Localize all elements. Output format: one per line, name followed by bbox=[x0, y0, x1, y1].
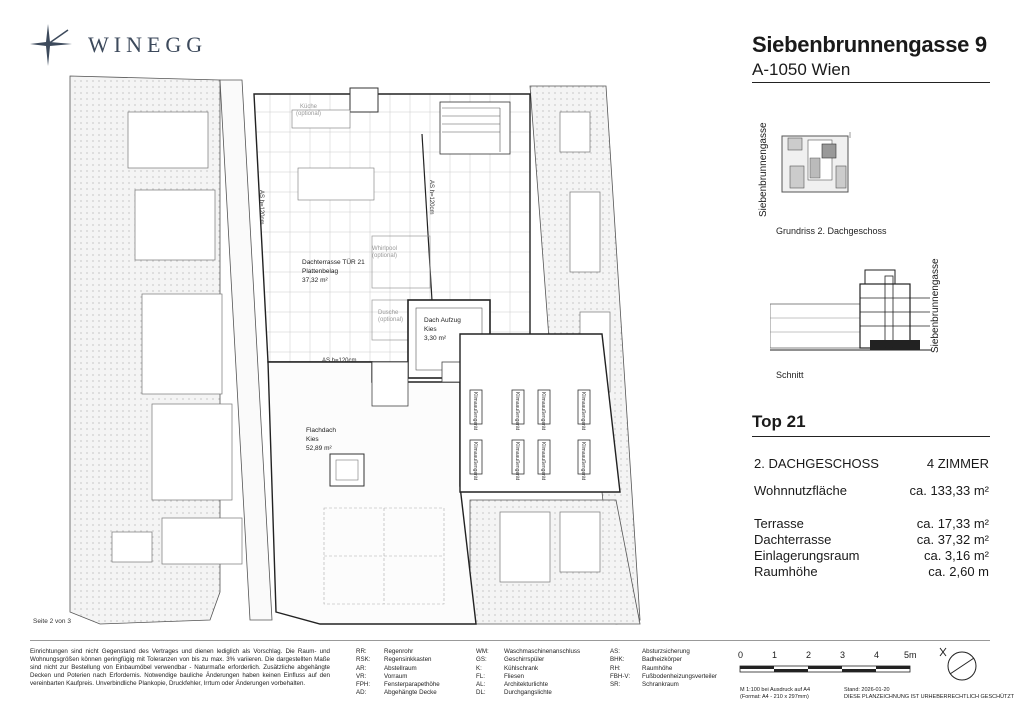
plan-label-as-1: AS h=120cm bbox=[258, 190, 264, 225]
scale-note-1: M 1:100 bei Ausdruck auf A4 bbox=[740, 687, 811, 693]
abbr-row: FL: Fliesen bbox=[476, 672, 524, 680]
plan-label-klima: Klimaaußengerät bbox=[514, 442, 520, 481]
scale-tick-label: 2 bbox=[806, 650, 812, 660]
minimap-schnitt-street: Siebenbrunnengasse bbox=[930, 258, 941, 353]
unit-row-value: ca. 133,33 m² bbox=[909, 483, 989, 498]
scale-tick-label: 1 bbox=[772, 650, 778, 660]
plan-label-klima: Klimaaußengerät bbox=[472, 392, 478, 431]
abbr-row: DL: Durchgangslichte bbox=[476, 689, 552, 697]
plan-text: Dusche bbox=[378, 310, 399, 316]
abbr-row: RSK: Regensinkkasten bbox=[356, 656, 432, 664]
unit-row-dachterrasse bbox=[754, 532, 989, 547]
copyright-notice: DIESE PLANZEICHNUNG IST URHEBERRECHTLICH GESCHÜTZT bbox=[844, 694, 1015, 700]
abbr-row: GS: Geschirrspüler bbox=[476, 656, 545, 664]
unit-row-terrasse bbox=[754, 516, 989, 531]
unit-row-value: ca. 37,32 m² bbox=[916, 532, 989, 547]
abbreviations-col-3 bbox=[610, 648, 717, 689]
header-divider bbox=[752, 82, 990, 83]
plan-text: (optional) bbox=[372, 253, 398, 259]
plan-label-whirlpool bbox=[372, 246, 397, 260]
abbr-row: VR: Vorraum bbox=[356, 672, 408, 680]
plan-label-kueche bbox=[296, 104, 321, 118]
plan-label-klima: Klimaaußengerät bbox=[540, 442, 546, 481]
minimap-schnitt-caption: Schnitt bbox=[776, 370, 804, 380]
abbr-row: FBH-V: Fußbodenheizungsverteiler bbox=[610, 672, 717, 680]
minimap-grundriss-caption: Grundriss 2. Dachgeschoss bbox=[776, 226, 887, 236]
abbreviations-col-2 bbox=[476, 648, 580, 698]
minimap-grundriss-street: Siebenbrunnengasse bbox=[758, 122, 769, 217]
abbreviations-col-1 bbox=[356, 648, 440, 698]
scale-bar bbox=[738, 650, 928, 690]
unit-row-einlagerungsraum bbox=[754, 548, 989, 563]
scale-tick-label: 5m bbox=[904, 650, 917, 660]
plan-label-aufzug bbox=[424, 316, 461, 343]
floor-plan bbox=[30, 72, 670, 632]
scale-tick-label: 4 bbox=[874, 650, 880, 660]
plan-label-dusche bbox=[378, 310, 403, 324]
unit-row-label: Wohnnutzfläche bbox=[754, 483, 847, 498]
unit-row-value: ca. 17,33 m² bbox=[916, 516, 989, 531]
minimap-schnitt bbox=[770, 262, 935, 357]
unit-rooms: 4 ZIMMER bbox=[926, 456, 989, 471]
address-street: Siebenbrunnengasse 9 bbox=[752, 32, 987, 57]
plan-label-as-3: AS h=120cm bbox=[322, 358, 357, 364]
minimap-grundriss bbox=[780, 130, 855, 198]
abbr-row: FPH: Fensterparapethöhe bbox=[356, 681, 440, 689]
brand-name: WINEGG bbox=[88, 32, 208, 57]
brand-logo bbox=[28, 22, 228, 68]
plan-text: Kies bbox=[306, 436, 319, 443]
unit-row-label: Dachterrasse bbox=[754, 532, 832, 547]
plan-label-klima: Klimaaußengerät bbox=[472, 442, 478, 481]
scale-ruler bbox=[738, 664, 918, 676]
address-city: A-1050 Wien bbox=[752, 60, 851, 79]
plan-text: Plattenbelag bbox=[302, 268, 339, 275]
unit-row-label: Einlagerungsraum bbox=[754, 548, 860, 563]
page-number: Seite 2 von 3 bbox=[33, 618, 71, 625]
abbr-row: K: Kühlschrank bbox=[476, 664, 539, 672]
plan-text: Dachterrasse TÜR 21 bbox=[302, 259, 365, 266]
footer-divider bbox=[30, 640, 990, 641]
plan-label-flachdach bbox=[306, 426, 336, 453]
plan-label-klima: Klimaaußengerät bbox=[514, 392, 520, 431]
unit-row-value: ca. 3,16 m² bbox=[923, 548, 989, 563]
abbr-row: AL: Architekturlichte bbox=[476, 681, 549, 689]
unit-floor-row bbox=[754, 456, 989, 471]
plan-label-dachterrasse bbox=[302, 258, 365, 285]
plan-label-klima: Klimaaußengerät bbox=[580, 442, 586, 481]
unit-row-value: ca. 2,60 m bbox=[928, 564, 989, 579]
abbr-row: WM: Waschmaschinenanschluss bbox=[476, 648, 581, 655]
compass-star-icon bbox=[28, 22, 74, 68]
unit-row-raumhoehe bbox=[754, 564, 989, 579]
plan-text: 52,89 m² bbox=[306, 445, 332, 452]
scale-tick-label: 0 bbox=[738, 650, 744, 660]
unit-row-wohnnutzflaeche bbox=[754, 483, 989, 498]
abbr-row: RR: Regenrohr bbox=[356, 648, 414, 655]
plan-date: Stand: 2026-01-20 bbox=[844, 687, 890, 693]
plan-label-as-2: AS h=120cm bbox=[428, 180, 434, 215]
plan-text: 37,32 m² bbox=[302, 277, 328, 284]
plan-text: 3,30 m² bbox=[424, 335, 447, 342]
plan-text: Flachdach bbox=[306, 427, 336, 434]
plan-text: (optional) bbox=[378, 317, 404, 323]
unit-title: Top 21 bbox=[752, 412, 806, 431]
abbr-row: SR: Schrankraum bbox=[610, 681, 679, 689]
north-arrow-icon bbox=[936, 644, 982, 684]
abbr-row: AR: Abstellraum bbox=[356, 664, 417, 672]
unit-row-label: Raumhöhe bbox=[754, 564, 818, 579]
legal-notice: Einrichtungen sind nicht Gegenstand des Vertrages und dienen lediglich als Vorschlag. Die Raum- und Wohnungsgrößen können geringfügig mit Toleranzen von bis zu max. 3% variieren. Die dargestellten Maße sind nicht zur Bestellung von Einbaumöbel verwendbar - Naturmaße erforderlich. Zusätzliche abgehängte Decken und Poterien nach Erfordernis. Notwendige bauliche Änderungen haben keinen Einfluss auf den vereinbarten Kaufpreis. Unverbindliche Plankopie, Druckfehler, Irrtum oder Änderungen vorbehalten. bbox=[30, 648, 330, 687]
abbr-row: RH: Raumhöhe bbox=[610, 664, 673, 672]
abbr-row: AS: Absturzsicherung bbox=[610, 648, 690, 655]
unit-divider bbox=[752, 436, 990, 437]
unit-row-label: Terrasse bbox=[754, 516, 804, 531]
plan-text: Dach Aufzug bbox=[424, 317, 461, 324]
abbr-row: BHK: Badheizkörper bbox=[610, 656, 682, 664]
plan-text: (optional) bbox=[296, 111, 322, 117]
scale-note-2: (Format: A4 - 210 x 297mm) bbox=[740, 694, 809, 700]
plan-text: Whirlpool bbox=[372, 246, 398, 252]
abbr-row: AD: Abgehängte Decke bbox=[356, 689, 437, 697]
plan-label-klima: Klimaaußengerät bbox=[540, 392, 546, 431]
plan-text: Kies bbox=[424, 326, 437, 333]
plan-label-klima: Klimaaußengerät bbox=[580, 392, 586, 431]
plan-text: Küche bbox=[300, 104, 318, 110]
scale-tick-label: 3 bbox=[840, 650, 846, 660]
unit-floor: 2. DACHGESCHOSS bbox=[754, 456, 879, 471]
